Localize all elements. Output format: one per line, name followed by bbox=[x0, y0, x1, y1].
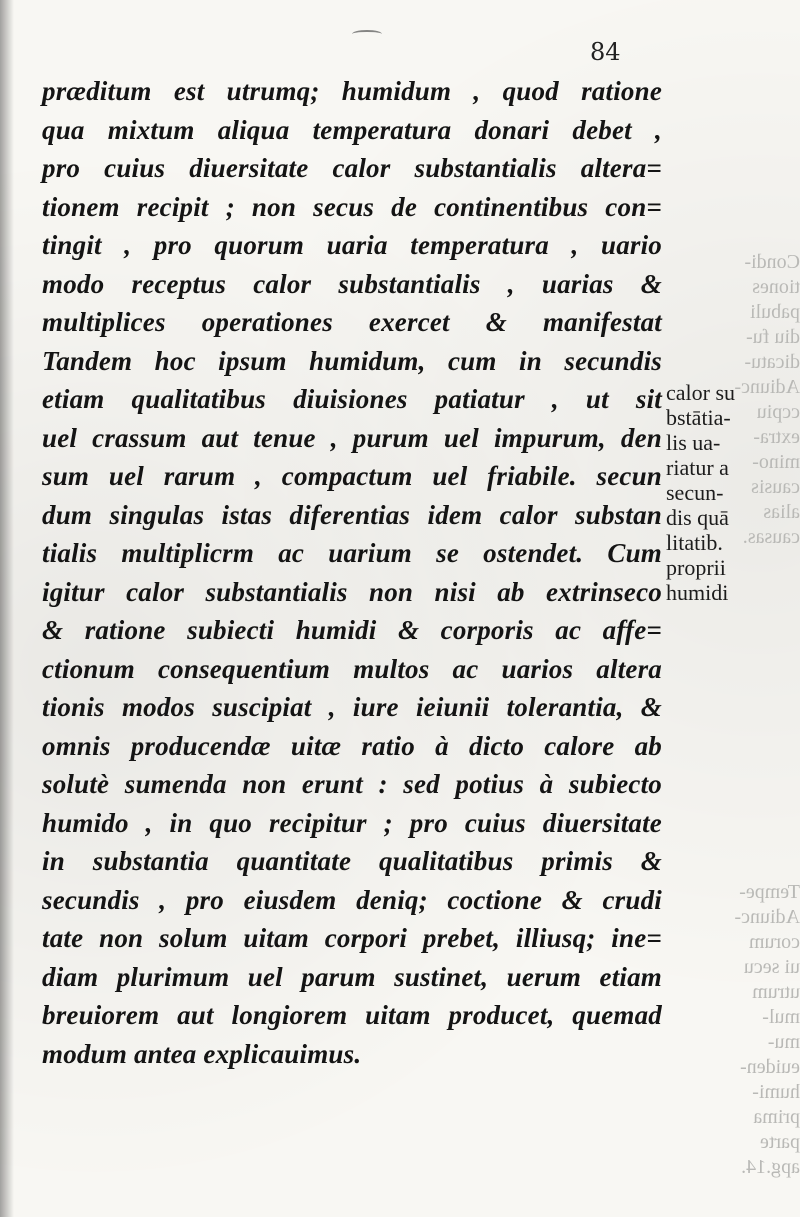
show-through-line: Condi- bbox=[744, 251, 800, 273]
margin-note-line: litatib. bbox=[666, 530, 723, 555]
text-line: sum uel rarum , compactum uel friabile. secun bbox=[42, 461, 662, 491]
text-line: tate non solum uitam corpori prebet, illiusq; ine= bbox=[42, 923, 662, 953]
show-through-line: utrum bbox=[752, 981, 800, 1003]
show-through-line: parte bbox=[760, 1131, 800, 1153]
show-through-line: causis bbox=[751, 476, 800, 498]
margin-note-line: proprii bbox=[666, 555, 726, 580]
show-through-line: mino- bbox=[752, 451, 800, 473]
text-line: multiplices operationes exercet & manifestat bbox=[42, 307, 662, 337]
text-line: Tandem hoc ipsum humidum, cum in secundis bbox=[42, 345, 662, 376]
text-line: & ratione subiecti humidi & corporis ac affe= bbox=[42, 615, 662, 645]
margin-note-line: calor su bbox=[666, 380, 736, 405]
text-line: tionem recipit ; non secus de continentibus con= bbox=[42, 191, 662, 222]
text-line: uel crassum aut tenue , purum uel impurum, den bbox=[42, 422, 662, 453]
text-line: diam plurimum uel parum sustinet, uerum etiam bbox=[42, 961, 662, 992]
show-through-line: mul- bbox=[762, 1006, 800, 1028]
show-through-line: mu- bbox=[767, 1031, 800, 1053]
margin-note-line: dis quā bbox=[666, 505, 729, 530]
top-ink-mark bbox=[352, 30, 382, 38]
text-line: tingit , pro quorum uaria temperatura , uario bbox=[42, 230, 662, 260]
text-line: etiam qualitatibus diuisiones patiatur , ut sit bbox=[42, 384, 662, 414]
margin-note-line: riatur a bbox=[666, 455, 729, 480]
show-through-line: Tempe- bbox=[739, 881, 800, 903]
margin-note-line: secun- bbox=[666, 480, 724, 505]
binding-shadow bbox=[0, 0, 14, 1217]
show-through-text-top bbox=[665, 250, 800, 550]
text-line: humido , in quo recipitur ; pro cuius diuersitate bbox=[42, 807, 662, 838]
show-through-line: Adiunc- bbox=[734, 376, 800, 398]
margin-note-line: humidi bbox=[666, 580, 729, 605]
show-through-line: extra- bbox=[753, 426, 800, 448]
show-through-line: apg.14. bbox=[741, 1156, 800, 1178]
show-through-line: prima bbox=[753, 1106, 800, 1128]
text-line: qua mixtum aliqua temperatura donari debet , bbox=[42, 114, 662, 145]
text-line: omnis producendæ uitæ ratio à dicto calore ab bbox=[42, 730, 662, 761]
show-through-line: corum bbox=[748, 931, 800, 953]
text-line: præditum est utrumq; humidum , quod ratione bbox=[42, 76, 662, 106]
text-line: tionis modos suscipiat , iure ieiunii tolerantia, & bbox=[42, 692, 662, 722]
text-line: pro cuius diuersitate calor substantialis altera= bbox=[42, 153, 662, 183]
show-through-line: dicatu- bbox=[744, 351, 800, 373]
show-through-text-bottom bbox=[665, 880, 800, 1180]
show-through-line: alias bbox=[763, 501, 800, 523]
text-line: secundis , pro eiusdem deniq; coctione & crudi bbox=[42, 884, 662, 915]
text-line: ctionum consequentium multos ac uarios altera bbox=[42, 653, 662, 684]
show-through-line: ui secu bbox=[743, 956, 800, 978]
show-through-line: humi- bbox=[752, 1081, 800, 1103]
text-line: dum singulas istas diferentias idem calor substan bbox=[42, 499, 662, 530]
show-through-line: Adiunc- bbox=[734, 906, 800, 928]
text-line: modum antea explicauimus. bbox=[42, 1038, 362, 1069]
text-line: igitur calor substantialis non nisi ab extrinseco bbox=[42, 576, 662, 607]
text-line: solutè sumenda non erunt : sed potius à subiecto bbox=[42, 769, 662, 799]
text-line: tialis multiplicrm ac uarium se ostendet. Cum bbox=[42, 538, 662, 568]
text-line: modo receptus calor substantialis , uarias & bbox=[42, 268, 662, 299]
main-text-block bbox=[42, 72, 662, 1073]
show-through-line: ccpiu bbox=[756, 401, 800, 423]
margin-note-line: bstātia- bbox=[666, 405, 731, 430]
show-through-line: tiones bbox=[752, 276, 800, 298]
text-line: breuiorem aut longiorem uitam producet, quemad bbox=[42, 1000, 662, 1030]
show-through-line: euiden- bbox=[740, 1056, 800, 1078]
text-line: in substantia quantitate qualitatibus primis & bbox=[42, 846, 662, 876]
margin-note-line: lis ua- bbox=[666, 430, 721, 455]
show-through-line: pabuli bbox=[750, 301, 800, 323]
show-through-line: diu fu- bbox=[746, 326, 800, 348]
show-through-line: causas. bbox=[742, 526, 800, 548]
page-number: 84 bbox=[590, 38, 621, 66]
